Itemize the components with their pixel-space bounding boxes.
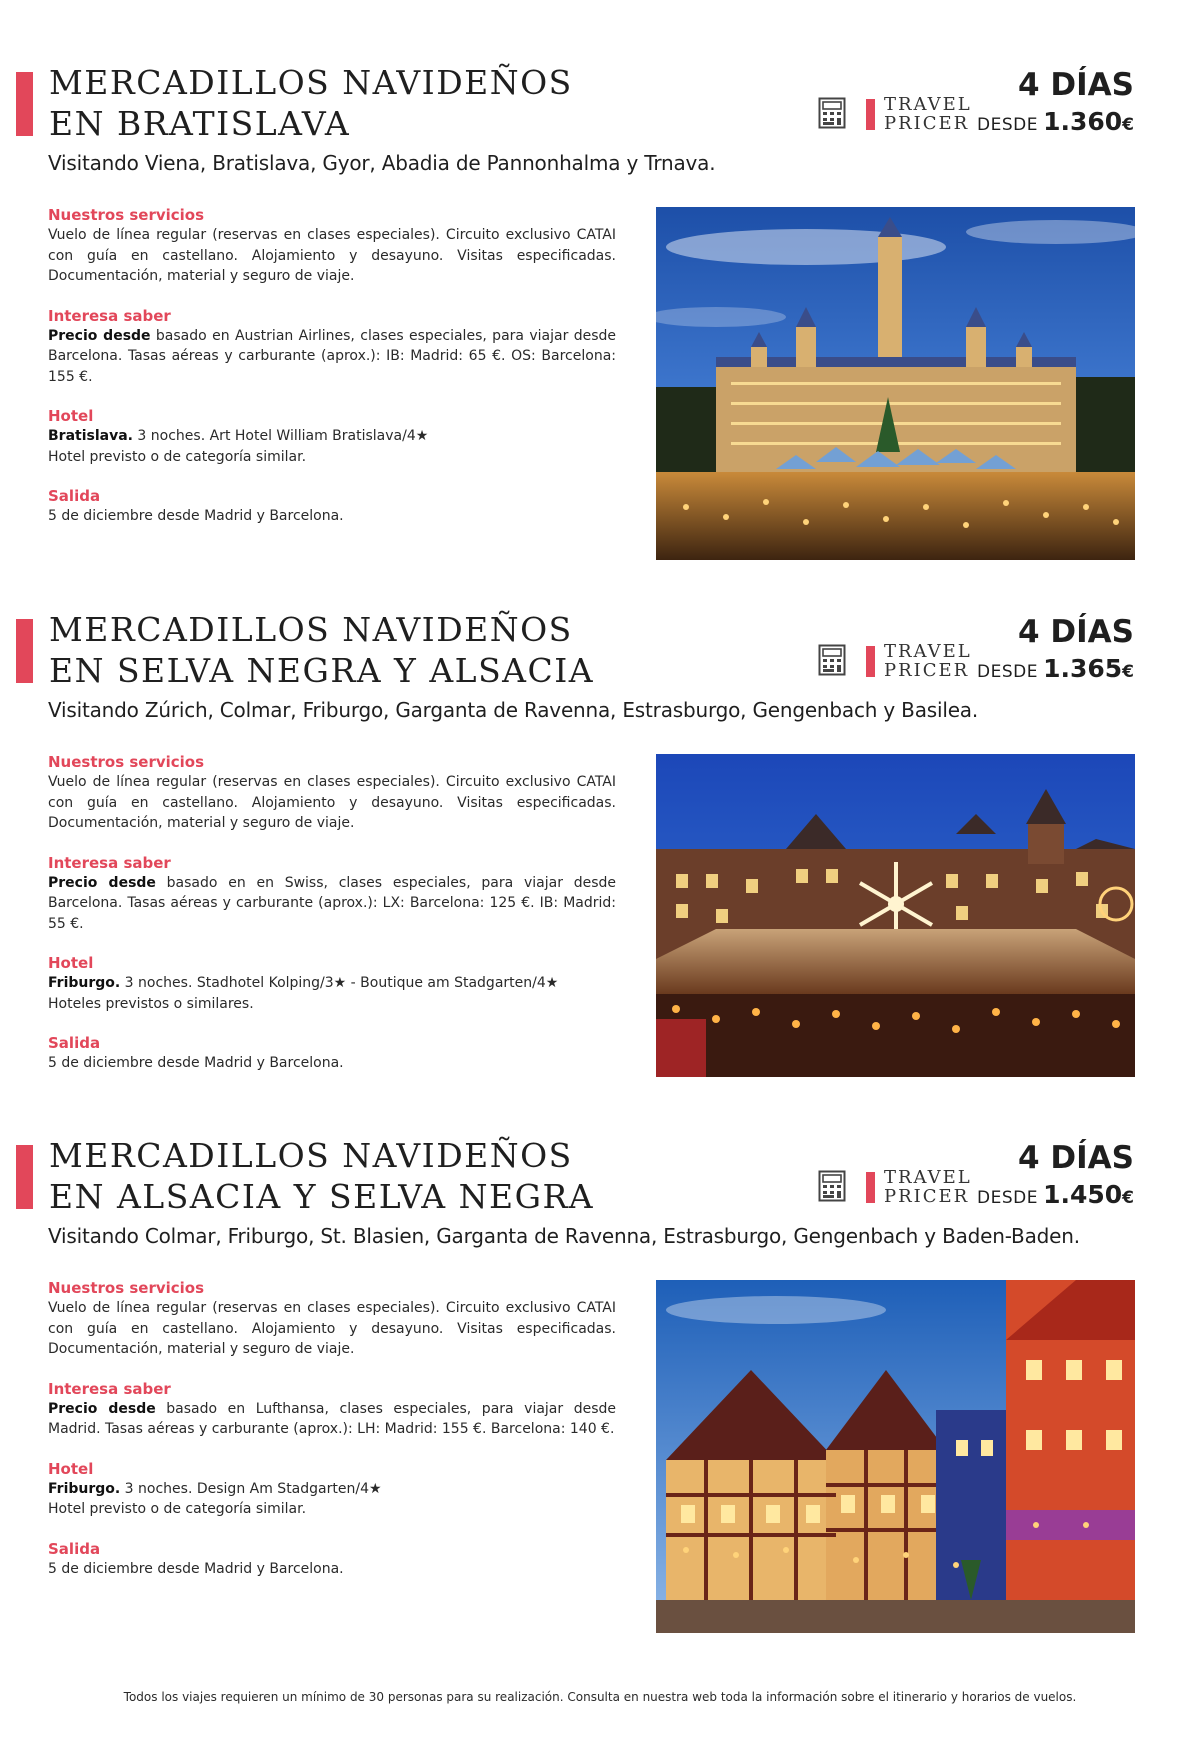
section-label: Nuestros servicios — [48, 206, 205, 224]
trip-price — [977, 654, 1134, 683]
pricer-label: TRAVEL PRICER — [884, 641, 972, 681]
pricer-label: TRAVEL PRICER — [884, 94, 972, 134]
trip-price — [977, 1180, 1134, 1209]
section-text: Vuelo de línea regular (reservas en clases especiales). Circuito exclusivo CATAI con guía en castellano. Alojamiento y desayuno. Visitas especificadas. Documentación, material y seguro de viaje. — [48, 227, 616, 284]
calculator-icon — [818, 644, 846, 676]
services-section — [48, 205, 616, 287]
hotel-section — [48, 953, 616, 1014]
trip-price — [977, 107, 1134, 136]
title-accent-bar — [16, 619, 33, 683]
trip-duration: 4 DÍAS — [1018, 614, 1134, 650]
section-text: Precio desde basado en Austrian Airlines, clases especiales, para viajar desde Barcelona. Tasas aéreas y carburante (aprox.): IB: Madrid: 65 €. OS: Barcelona: 155 €. — [48, 327, 616, 385]
section-label: Salida — [48, 1539, 101, 1558]
trip-photo-vienna-city-hall — [656, 207, 1135, 560]
price-prefix: DESDE — [977, 115, 1038, 135]
trip-photo-colmar-houses — [656, 1280, 1135, 1633]
calculator-icon — [818, 97, 846, 129]
section-text: Vuelo de línea regular (reservas en clases especiales). Circuito exclusivo CATAI con guía en castellano. Alojamiento y desayuno. Visitas especificadas. Documentación, material y seguro de viaje. — [48, 774, 616, 831]
section-text: Precio desde basado en Lufthansa, clases especiales, para viajar desde Madrid. Tasas aéreas y carburante (aprox.): LH: Madrid: 155 €. Barcelona: 140 €. — [48, 1400, 616, 1437]
trip-itinerary: Visitando Viena, Bratislava, Gyor, Abadia de Pannonhalma y Trnava. — [48, 151, 716, 175]
trip-card — [0, 62, 1200, 582]
trip-title: MERCADILLOS NAVIDEÑOS EN ALSACIA Y SELVA NEGRA — [49, 1136, 595, 1216]
price-amount: 1.360 — [1043, 107, 1123, 136]
section-text: Bratislava. 3 noches. Art Hotel William Bratislava/4★ Hotel previsto o de categoría similar. — [48, 428, 429, 465]
info-section — [48, 1379, 616, 1440]
title-accent-bar — [16, 1145, 33, 1209]
section-label: Nuestros servicios — [48, 753, 205, 771]
trip-duration: 4 DÍAS — [1018, 1140, 1134, 1176]
price-prefix: DESDE — [977, 1188, 1038, 1208]
trip-details — [48, 205, 616, 546]
section-text: 5 de diciembre desde Madrid y Barcelona. — [48, 1055, 344, 1071]
trip-card — [0, 1135, 1200, 1655]
section-label: Nuestros servicios — [48, 1279, 205, 1297]
travel-pricer-button[interactable] — [818, 1167, 972, 1207]
trip-itinerary: Visitando Zúrich, Colmar, Friburgo, Garganta de Ravenna, Estrasburgo, Gengenbach y Basilea. — [48, 698, 979, 722]
calculator-icon — [818, 1170, 846, 1202]
section-text: Friburgo. 3 noches. Stadhotel Kolping/3★ - Boutique am Stadgarten/4★ Hoteles previstos o similares. — [48, 975, 559, 1012]
info-section — [48, 306, 616, 388]
price-currency: € — [1122, 662, 1134, 682]
trip-duration: 4 DÍAS — [1018, 67, 1134, 103]
hotel-section — [48, 406, 616, 467]
trip-title: MERCADILLOS NAVIDEÑOS EN SELVA NEGRA Y ALSACIA — [49, 610, 595, 690]
pricer-label: TRAVEL PRICER — [884, 1167, 972, 1207]
hotel-section — [48, 1459, 616, 1520]
services-section — [48, 752, 616, 834]
section-label: Hotel — [48, 954, 94, 972]
info-section — [48, 853, 616, 935]
pricer-accent-bar — [866, 1172, 875, 1203]
section-text: Precio desde basado en en Swiss, clases especiales, para viajar desde Barcelona. Tasas aéreas y carburante (aprox.): LX: Barcelona: 125 €. IB: Madrid: 55 €. — [48, 874, 616, 932]
departure-section — [48, 1539, 616, 1580]
pricer-accent-bar — [866, 99, 875, 130]
section-label: Hotel — [48, 407, 94, 425]
trip-card — [0, 609, 1200, 1129]
section-text: 5 de diciembre desde Madrid y Barcelona. — [48, 508, 344, 524]
departure-section — [48, 486, 616, 527]
price-currency: € — [1122, 1188, 1134, 1208]
price-prefix: DESDE — [977, 662, 1038, 682]
section-label: Interesa saber — [48, 306, 171, 325]
price-currency: € — [1122, 115, 1134, 135]
section-label: Interesa saber — [48, 1379, 171, 1398]
section-text: 5 de diciembre desde Madrid y Barcelona. — [48, 1560, 344, 1577]
trip-details — [48, 752, 616, 1093]
departure-section — [48, 1033, 616, 1074]
section-label: Interesa saber — [48, 853, 171, 872]
section-label: Hotel — [48, 1459, 94, 1478]
section-text: Friburgo. 3 noches. Design Am Stadgarten/4★ Hotel previsto o de categoría similar. — [48, 1480, 382, 1517]
travel-pricer-button[interactable] — [818, 94, 972, 134]
section-label: Salida — [48, 1034, 101, 1052]
trip-details — [48, 1278, 616, 1598]
trip-title: MERCADILLOS NAVIDEÑOS EN BRATISLAVA — [49, 63, 573, 143]
price-amount: 1.450 — [1043, 1180, 1123, 1209]
trip-itinerary: Visitando Colmar, Friburgo, St. Blasien, Garganta de Ravenna, Estrasburgo, Gengenbach y Baden-Baden. — [48, 1224, 1080, 1248]
services-section — [48, 1278, 616, 1360]
trip-photo-basel-market — [656, 754, 1135, 1077]
price-amount: 1.365 — [1043, 654, 1123, 683]
section-text: Vuelo de línea regular (reservas en clases especiales). Circuito exclusivo CATAI con guía en castellano. Alojamiento y desayuno. Visitas especificadas. Documentación, material y seguro de viaje. — [48, 1300, 616, 1357]
section-label: Salida — [48, 487, 101, 505]
footer-note: Todos los viajes requieren un mínimo de 30 personas para su realización. Consulta en nuestra web toda la información sobre el itinerario y horarios de vuelos. — [123, 1690, 1077, 1704]
pricer-accent-bar — [866, 646, 875, 677]
title-accent-bar — [16, 72, 33, 136]
travel-pricer-button[interactable] — [818, 641, 972, 681]
